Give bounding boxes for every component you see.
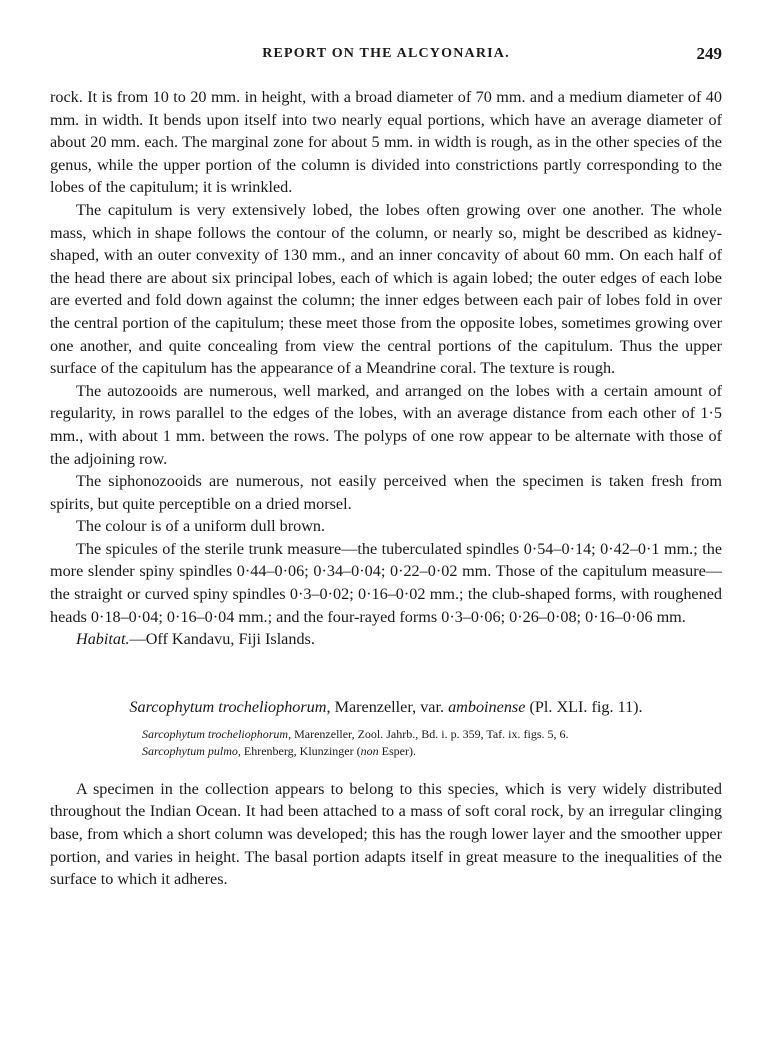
synonym-citation-end: Esper). bbox=[378, 743, 416, 758]
synonym-entry bbox=[142, 743, 722, 760]
paragraph-autozooids: The autozooids are numerous, well marked, and arranged on the lobes with a certain amount of regularity, in rows parallel to the edges of the lobes, with an average distance from each other of 1·5 mm., with about 1 mm. between the rows. The polyps of one row appear to be alternate with those of the adjoining row. bbox=[50, 381, 722, 468]
running-title: REPORT ON THE ALCYONARIA. bbox=[262, 46, 510, 61]
paragraph-capitulum: The capitulum is very extensively lobed, the lobes often growing over one another. The whole mass, which in shape follows the contour of the column, or nearly so, might be described as kidney-shaped, with an outer convexity of 130 mm., and an inner concavity of about 60 mm. On each half of the head there are about six principal lobes, each of which is again lobed; the outer edges of each lobe are everted and fold down against the column; the inner edges between each pair of lobes fold in over the central portion of the capitulum; these meet those from the opposite lobes, sometimes growing over one another, and quite concealing from view the central portions of the capitulum. Thus the upper surface of the capitulum has the appearance of a Meandrine coral. The texture is rough. bbox=[50, 200, 722, 378]
paragraph-colour: The colour is of a uniform dull brown. bbox=[76, 517, 326, 536]
paragraph-specimen: A specimen in the collection appears to belong to this species, which is very widely distributed throughout the Indian Ocean. It had been attached to a mass of soft coral rock, by an irregular clinging base, from which a short column was developed; this has the rough lower layer and the smoother upper portion, and varies in height. The basal portion adapts itself in great measure to the inequalities of the surface to which it adheres. bbox=[50, 779, 722, 889]
synonymy-list bbox=[142, 726, 722, 760]
synonym-name: Sarcophytum trocheliophorum bbox=[142, 726, 289, 741]
synonym-entry bbox=[142, 726, 722, 743]
synonym-name: Sarcophytum pulmo bbox=[142, 743, 238, 758]
species-author: , Marenzeller, var. bbox=[326, 697, 449, 716]
habitat-label: Habitat. bbox=[76, 630, 130, 649]
habitat-line bbox=[76, 628, 722, 651]
species-heading bbox=[50, 696, 722, 718]
paragraph-continuation: rock. It is from 10 to 20 mm. in height, with a broad diameter of 70 mm. and a medium diameter of 40 mm. in width. It bends upon itself into two nearly equal portions, which have an average diameter of about 20 mm. each. The marginal zone for about 5 mm. in width is rough, as in the other species of the genus, while the upper portion of the column is divided into constrictions partly corresponding to the lobes of the capitulum; it is wrinkled. bbox=[50, 88, 722, 197]
synonym-citation: , Marenzeller, Zool. Jahrb., Bd. i. p. 359, Taf. ix. figs. 5, 6. bbox=[288, 726, 569, 741]
species-name: Sarcophytum trocheliophorum bbox=[129, 697, 327, 716]
running-header bbox=[50, 46, 722, 68]
synonym-citation: , Ehrenberg, Klunzinger ( bbox=[237, 743, 361, 758]
species-variety: amboinense bbox=[448, 697, 526, 716]
body-text bbox=[50, 86, 722, 891]
habitat-text: —Off Kandavu, Fiji Islands. bbox=[129, 630, 315, 649]
species-plate-ref: (Pl. XLI. fig. 11). bbox=[525, 697, 643, 716]
page-number: 249 bbox=[696, 44, 722, 63]
synonym-non: non bbox=[360, 743, 379, 758]
paragraph-siphonozooids: The siphonozooids are numerous, not easily perceived when the specimen is taken fresh from spirits, but quite perceptible on a dried morsel. bbox=[50, 472, 722, 513]
paragraph-spicules: The spicules of the sterile trunk measure—the tuberculated spindles 0·54–0·14; 0·42–0·1 mm.; the more slender spiny spindles 0·44–0·06; 0·34–0·04; 0·22–0·02 mm. Those of the capitulum measure—the straight or curved spiny spindles 0·3–0·02; 0·16–0·02 mm.; the club-shaped forms, with roughened heads 0·18–0·04; 0·16–0·04 mm.; and the four-rayed forms 0·3–0·06; 0·26–0·08; 0·16–0·06 mm. bbox=[50, 539, 722, 626]
